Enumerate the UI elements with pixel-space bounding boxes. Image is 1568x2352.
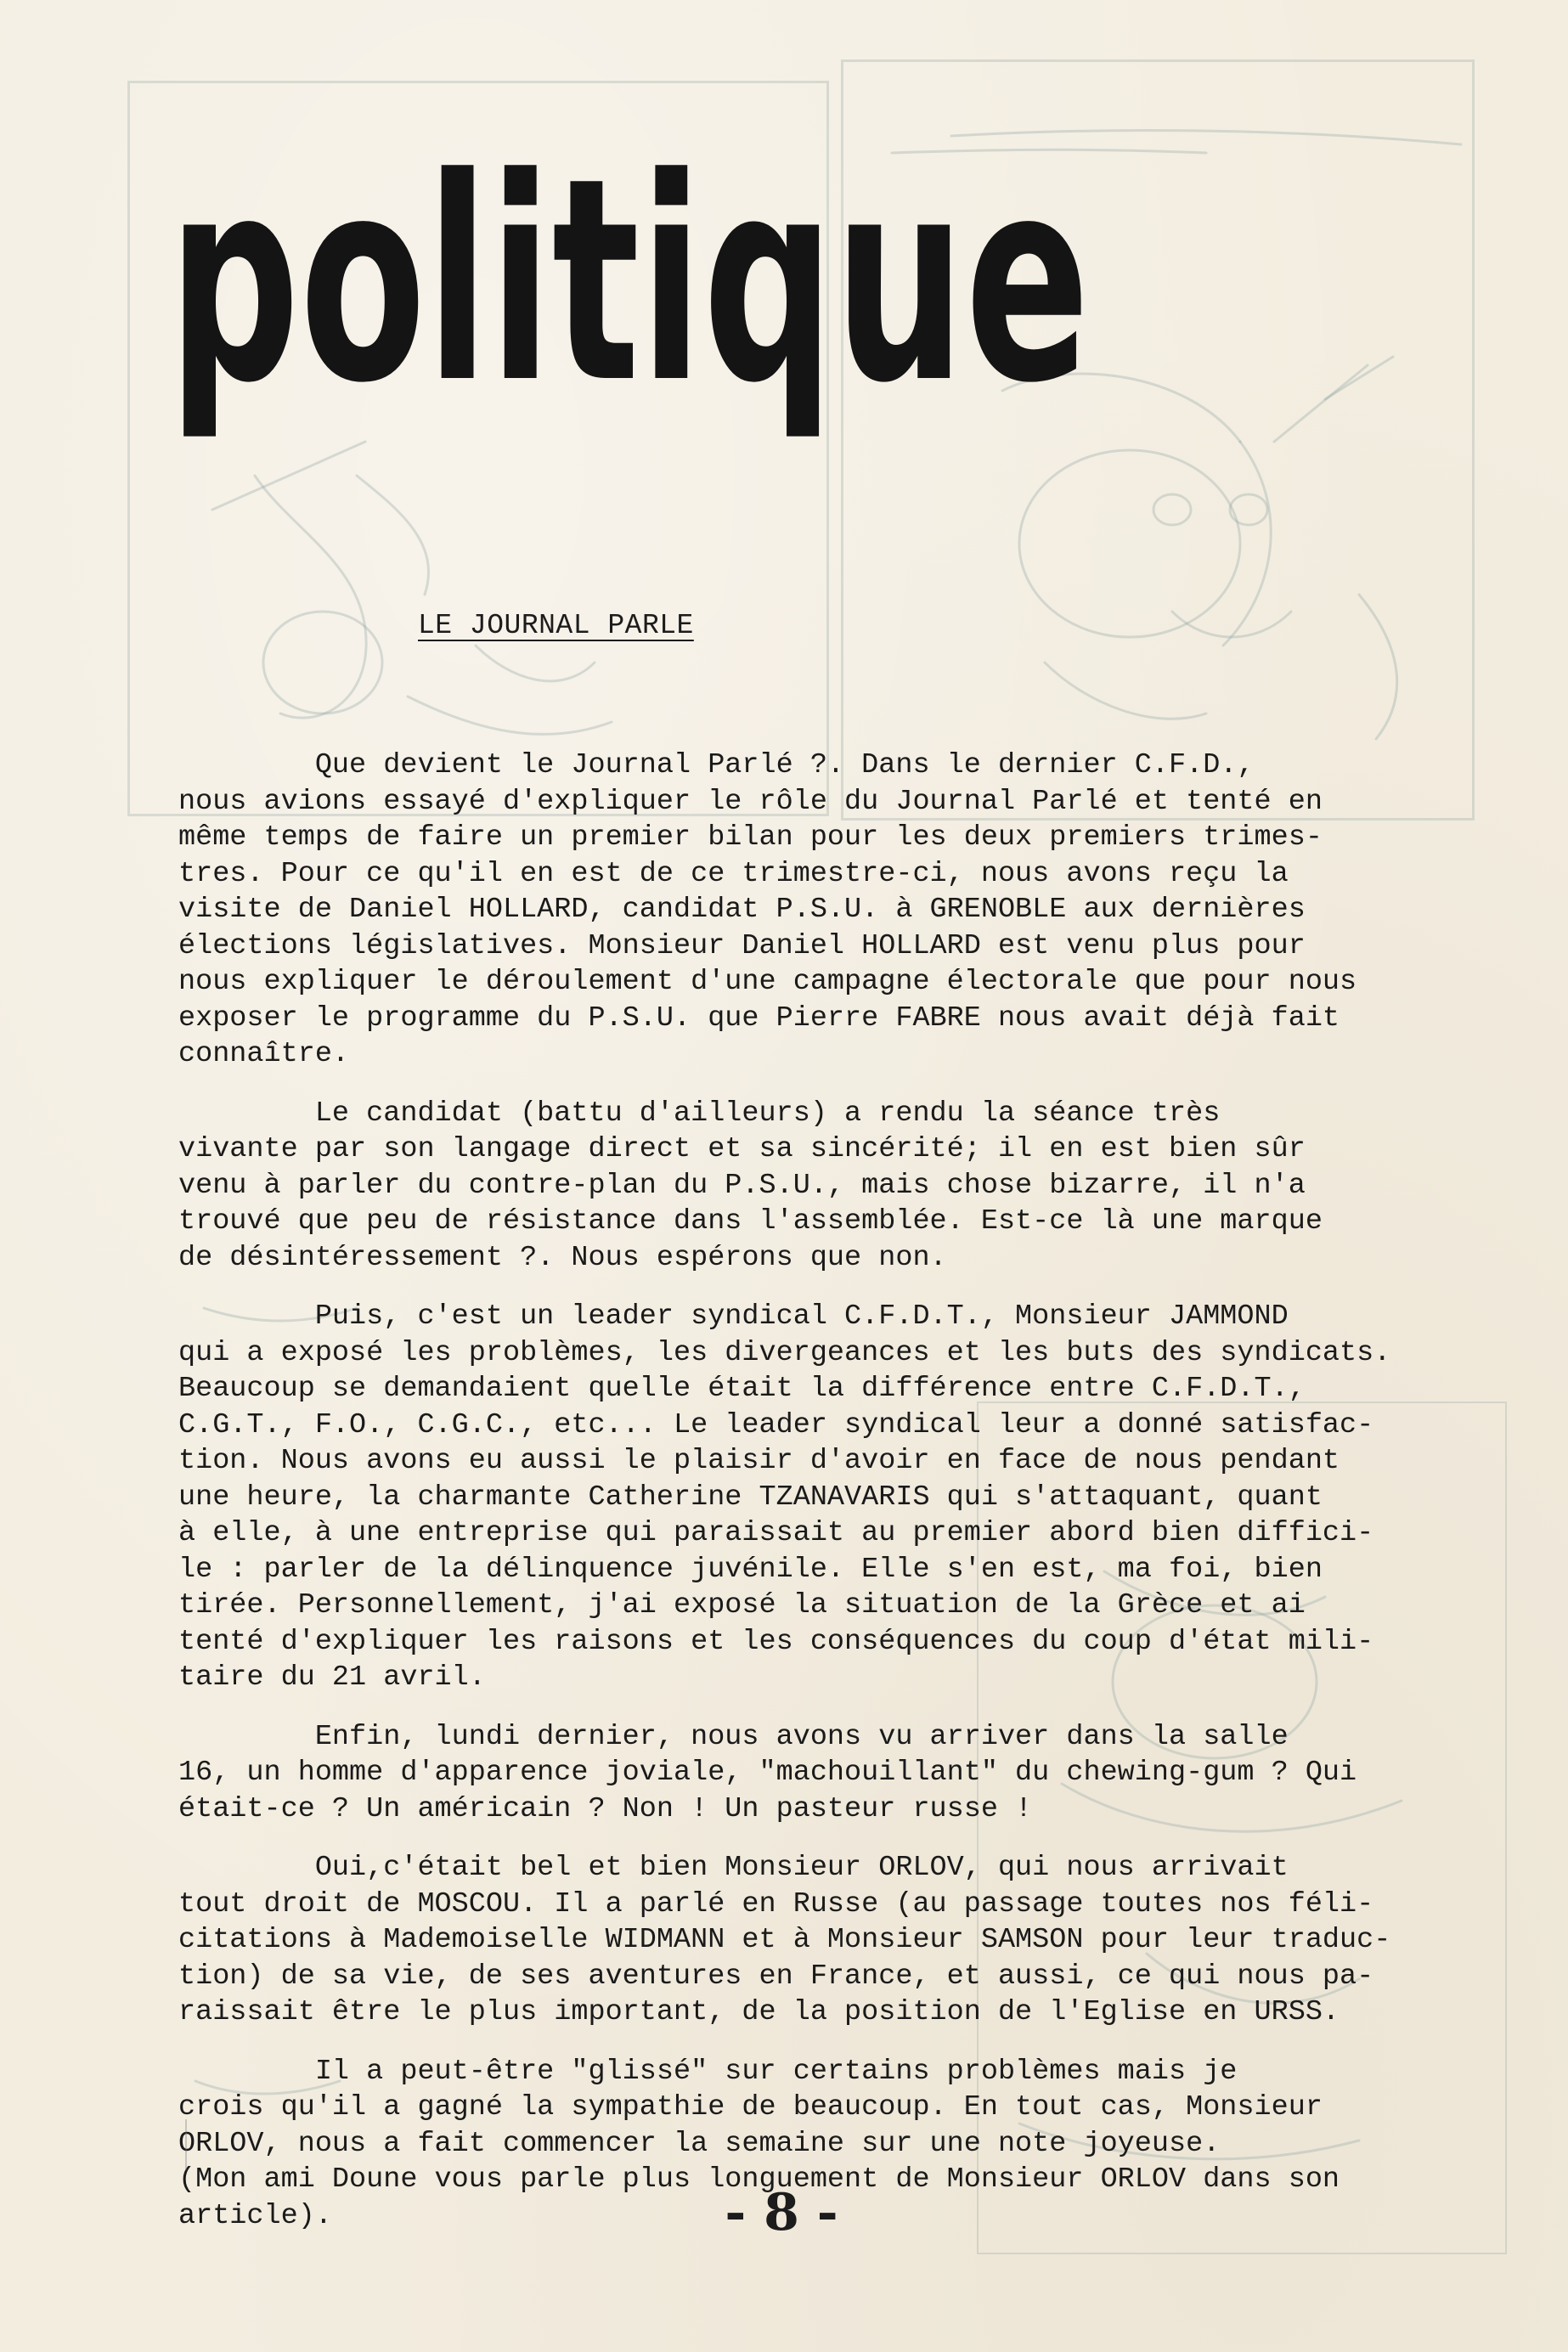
paragraph [178, 1096, 1503, 1277]
first-line-indent [178, 1721, 315, 1753]
text-line: était-ce ? Un américain ? Non ! Un pasteur russe ! [178, 1792, 1033, 1825]
text-line [178, 747, 1503, 784]
text-line: article). [178, 2199, 332, 2232]
text-line: tion) de sa vie, de ses aventures en France, et aussi, ce qui nous pa- [178, 1960, 1374, 1993]
paragraph [178, 1719, 1503, 1828]
text-line: exposer le programme du P.S.U. que Pierre FABRE nous avait déjà fait [178, 1001, 1340, 1035]
title-graphic [168, 93, 1272, 444]
text-line [178, 1850, 1503, 1887]
text-line: C.G.T., F.O., C.G.C., etc... Le leader syndical leur a donné satisfac- [178, 1408, 1374, 1441]
text-line: même temps de faire un premier bilan pour les deux premiers trimes- [178, 821, 1323, 854]
article-body [178, 747, 1503, 2234]
first-line-indent [178, 1300, 315, 1333]
page-number: - 8 - [725, 2183, 838, 2242]
text-line: vivante par son langage direct et sa sincérité; il en est bien sûr [178, 1133, 1306, 1165]
paragraph [178, 1299, 1503, 1696]
paragraph [178, 747, 1503, 1073]
text-line: (Mon ami Doune vous parle plus longuement de Monsieur ORLOV dans son [178, 2163, 1340, 2196]
text-line: tion. Nous avons eu aussi le plaisir d'avoir en face de nous pendant [178, 1445, 1340, 1477]
text-line: trouvé que peu de résistance dans l'assemblée. Est-ce là une marque [178, 1205, 1323, 1238]
text-line: 16, un homme d'apparence joviale, "machouillant" du chewing-gum ? Qui [178, 1757, 1357, 1789]
text-line [178, 1299, 1503, 1335]
paragraph-gap [178, 2031, 1503, 2054]
margin-mark [185, 2119, 187, 2170]
text-line [178, 1719, 1503, 1756]
text-line: ORLOV, nous a fait commencer la semaine sur une note joyeuse. [178, 2127, 1221, 2160]
text-line-content: Enfin, lundi dernier, nous avons vu arriver dans la salle [314, 1720, 1289, 1753]
text-line: tout droit de MOSCOU. Il a parlé en Russe (au passage toutes nos féli- [178, 1887, 1374, 1921]
text-line: visite de Daniel HOLLARD, candidat P.S.U. à GRENOBLE aux dernières [178, 894, 1306, 926]
text-line: nous expliquer le déroulement d'une campagne électorale que pour nous [178, 966, 1357, 998]
page-title [168, 93, 1272, 444]
text-line: taire du 21 avril. [178, 1661, 486, 1694]
text-line [178, 2054, 1503, 2090]
text-line: à elle, à une entreprise qui paraissait au premier abord bien diffici- [178, 1517, 1374, 1549]
first-line-indent [178, 2056, 315, 2088]
text-line: tirée. Personnellement, j'ai exposé la situation de la Grèce et ai [178, 1589, 1306, 1622]
text-line-content: Oui,c'était bel et bien Monsieur ORLOV, qui nous arrivait [314, 1852, 1289, 1884]
first-line-indent [178, 749, 315, 781]
text-line: venu à parler du contre-plan du P.S.U., mais chose bizarre, il n'a [178, 1169, 1306, 1202]
first-line-indent [178, 1097, 315, 1130]
text-line: connaître. [178, 1038, 350, 1070]
text-line-content: Il a peut-être "glissé" sur certains problèmes mais je [314, 2055, 1238, 2088]
text-line: raissait être le plus important, de la position de l'Eglise en URSS. [178, 1996, 1340, 2028]
text-line-content: Puis, c'est un leader syndical C.F.D.T., Monsieur JAMMOND [314, 1300, 1289, 1333]
paragraph-gap [178, 1073, 1503, 1096]
text-line-content: Que devient le Journal Parlé ?. Dans le dernier C.F.D., [314, 749, 1255, 781]
first-line-indent [178, 1852, 315, 1884]
text-line: tenté d'expliquer les raisons et les conséquences du coup d'état mili- [178, 1625, 1374, 1658]
paragraph-gap [178, 1696, 1503, 1719]
text-line: qui a exposé les problèmes, les divergeances et les buts des syndicats. [178, 1336, 1391, 1369]
text-line: citations à Mademoiselle WIDMANN et à Monsieur SAMSON pour leur traduc- [178, 1924, 1391, 1956]
section-heading: LE JOURNAL PARLE [418, 610, 694, 641]
text-line: nous avions essayé d'expliquer le rôle du Journal Parlé et tenté en [178, 785, 1323, 818]
text-line: Beaucoup se demandaient quelle était la différence entre C.F.D.T., [178, 1373, 1306, 1405]
paragraph-gap [178, 1276, 1503, 1299]
text-line: de désintéressement ?. Nous espérons que non. [178, 1241, 947, 1274]
text-line [178, 1096, 1503, 1132]
title-text: politique [168, 118, 1090, 444]
text-line-content: Le candidat (battu d'ailleurs) a rendu la séance très [314, 1097, 1221, 1130]
text-line: crois qu'il a gagné la sympathie de beaucoup. En tout cas, Monsieur [178, 2091, 1323, 2124]
paragraph [178, 1850, 1503, 2031]
text-line: une heure, la charmante Catherine TZANAVARIS qui s'attaquant, quant [178, 1481, 1323, 1514]
text-line: tres. Pour ce qu'il en est de ce trimestre-ci, nous avons reçu la [178, 857, 1289, 890]
text-line: élections législatives. Monsieur Daniel HOLLARD est venu plus pour [178, 929, 1306, 962]
text-line: le : parler de la délinquence juvénile. Elle s'en est, ma foi, bien [178, 1553, 1323, 1586]
paragraph-gap [178, 1827, 1503, 1850]
